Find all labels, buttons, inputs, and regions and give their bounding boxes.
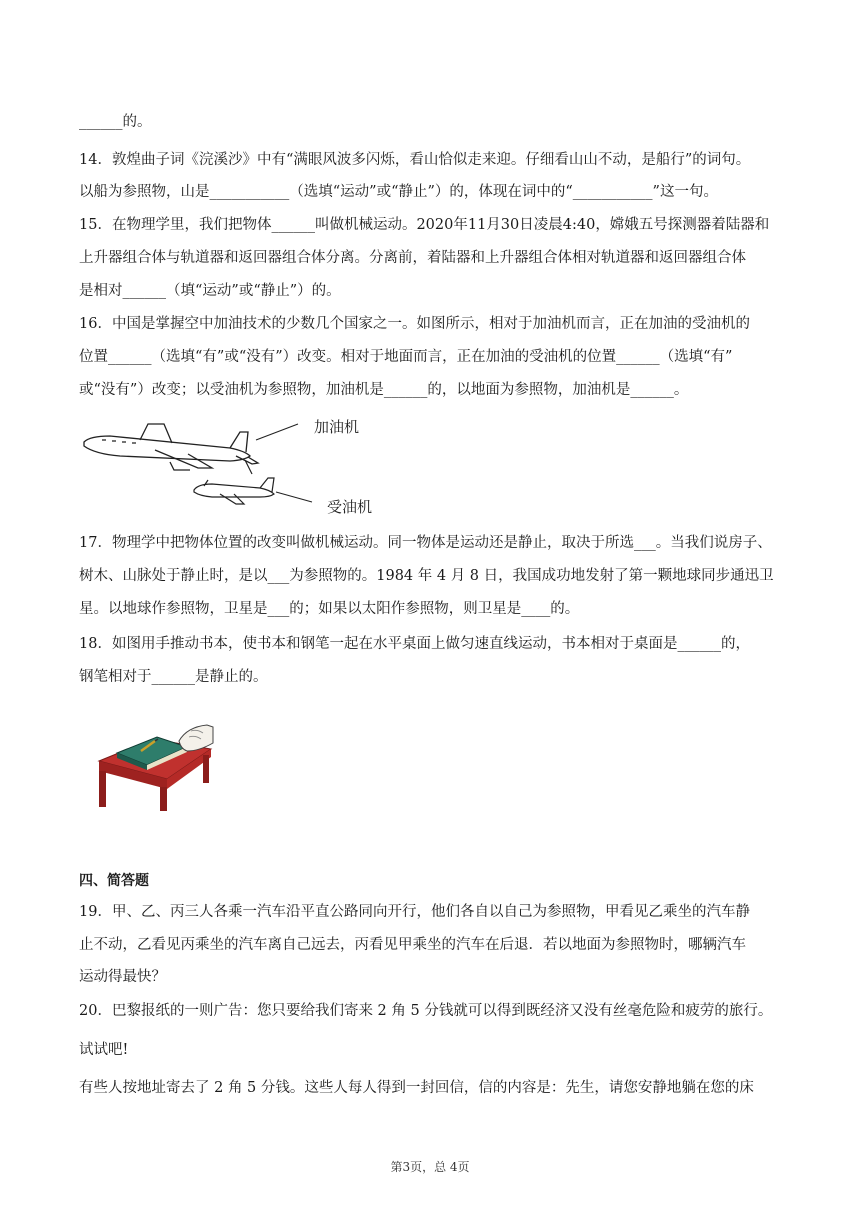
tanker-label: 加油机	[314, 418, 360, 436]
q14-line-2: 以船为参照物，山是___________（选填“运动”或“静止”）的，体现在词中的“___________”这一句。	[79, 184, 718, 200]
receiver-label: 受油机	[327, 498, 373, 516]
book-desk-illustration	[95, 717, 215, 812]
receiver-aircraft-icon	[194, 478, 274, 504]
q16-line-3: 或“没有”）改变；以受油机为参照物，加油机是______的，以地面为参照物，加油机是______。	[79, 382, 689, 398]
q19-line-2: 止不动，乙看见丙乘坐的汽车离自己远去，丙看见甲乘坐的汽车在后退．若以地面为参照物时，哪辆汽车	[79, 937, 746, 953]
q17-line-2: 树木、山脉处于静止时，是以___为参照物的。1984 年 4 月 8 日，我国成功地发射了第一颗地球同步通迅卫	[79, 568, 774, 584]
q20-line-1: 20．巴黎报纸的一则广告：您只要给我们寄来 2 角 5 分钱就可以得到既经济又没有丝毫危险和疲劳的旅行。	[79, 1003, 773, 1019]
q13-tail: ______的。	[79, 114, 152, 130]
q18-line-2: 钢笔相对于______是静止的。	[79, 669, 268, 685]
q20-line-2: 试试吧!	[79, 1042, 129, 1058]
q19-line-3: 运动得最快？	[79, 969, 166, 985]
q17-line-1: 17．物理学中把物体位置的改变叫做机械运动。同一物体是运动还是静止，取决于所选___。当我们说房子、	[79, 535, 772, 551]
q15-line-3: 是相对______（填“运动”或“静止”）的。	[79, 283, 341, 299]
q15-line-1: 15．在物理学里，我们把物体______叫做机械运动。2020年11月30日凌晨4:40，嫦娥五号探测器着陆器和	[79, 217, 770, 233]
section-title: 四、简答题	[79, 873, 149, 889]
q15-line-2: 上升器组合体与轨道器和返回器组合体分离。分离前，着陆器和上升器组合体相对轨道器和返回器组合体	[79, 250, 746, 266]
q20-line-3: 有些人按地址寄去了 2 角 5 分钱。这些人每人得到一封回信，信的内容是：先生，请您安静地躺在您的床	[79, 1080, 754, 1096]
q19-line-1: 19．甲、乙、丙三人各乘一汽车沿平直公路同向开行，他们各自以自己为参照物，甲看见乙乘坐的汽车静	[79, 904, 750, 920]
refueling-figure	[80, 410, 380, 520]
q17-line-3: 星。以地球作参照物，卫星是___的；如果以太阳作参照物，则卫星是____的。	[79, 601, 580, 617]
page-footer: 第3页，总 4页	[390, 1160, 470, 1174]
q18-line-1: 18．如图用手推动书本，使书本和钢笔一起在水平桌面上做匀速直线运动，书本相对于桌面是______的，	[79, 636, 750, 652]
q14-line-1: 14．敦煌曲子词《浣溪沙》中有“满眼风波多闪烁，看山恰似走来迎。仔细看山山不动，是船行”的词句。	[79, 152, 751, 168]
q16-line-1: 16．中国是掌握空中加油技术的少数几个国家之一。如图所示，相对于加油机而言，正在加油的受油机的	[79, 316, 750, 332]
tanker-aircraft-icon	[84, 424, 258, 470]
book-desk-figure	[95, 717, 215, 812]
q16-line-2: 位置______（选填“有”或“没有”）改变。相对于地面而言，正在加油的受油机的位置______（选填“有”	[79, 349, 733, 365]
